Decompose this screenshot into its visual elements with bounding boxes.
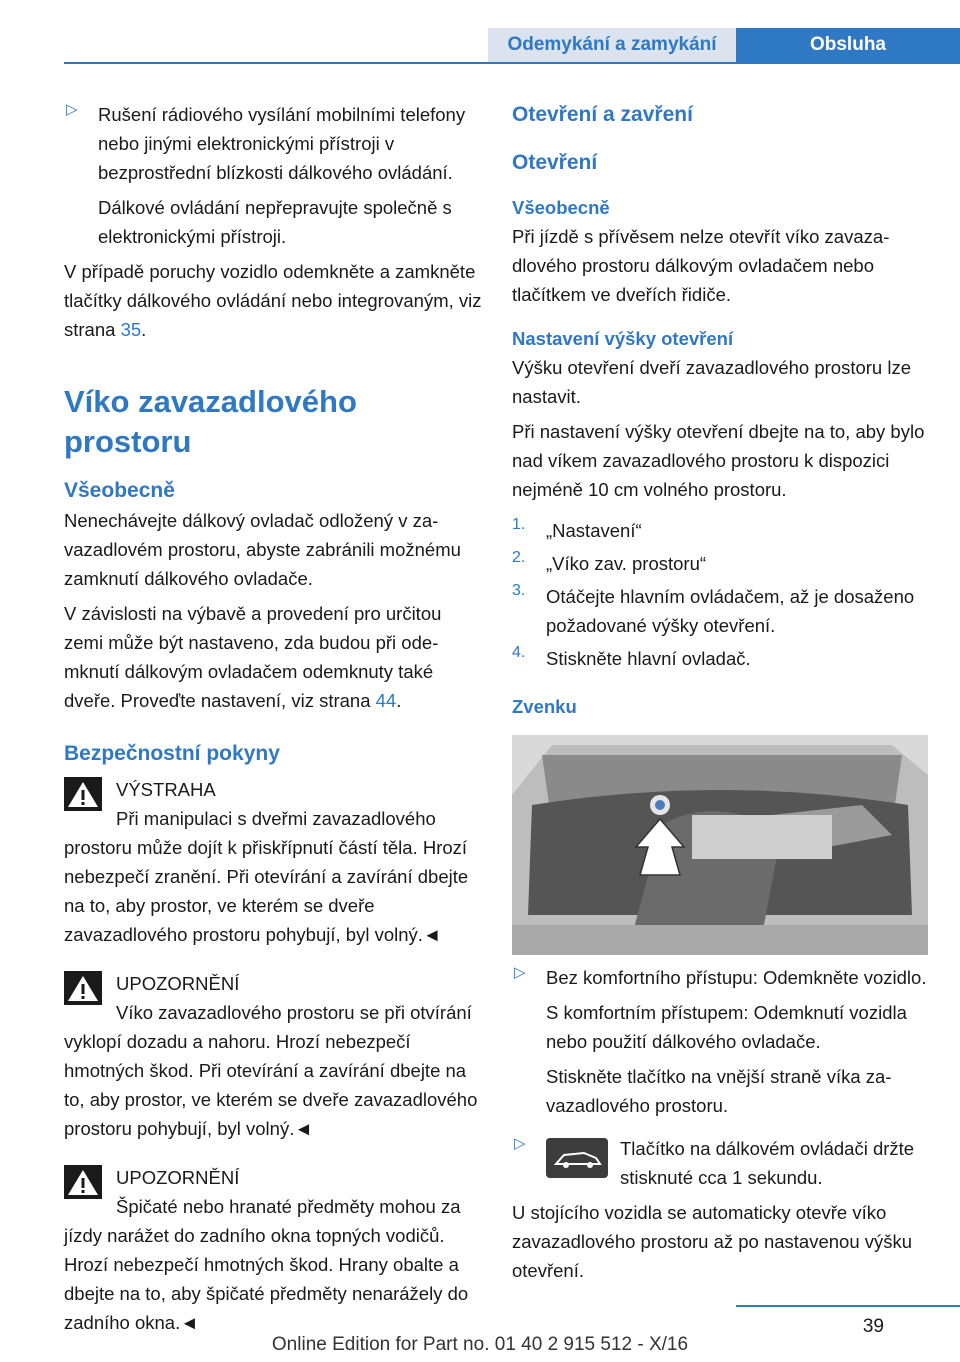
footer-edition: Online Edition for Part no. 01 40 2 915 512 - X/16 — [271, 1334, 689, 1355]
heading-opening-height: Nastavení výšky otevření — [512, 328, 734, 349]
caution-block — [64, 969, 484, 1143]
heading-outside: Zvenku — [512, 696, 577, 717]
bullet-triangle-icon: ▷ — [514, 964, 526, 981]
list-item — [512, 516, 932, 545]
paragraph: V případě poruchy vozidlo odemkněte a zamkněte tlačítky dálkového ovládání nebo integrovaným, viz strana 35. — [64, 261, 482, 340]
list-item — [512, 549, 932, 578]
step-text: Stiskněte hlavní ovladač. — [546, 648, 751, 669]
left-column — [64, 100, 484, 1337]
bullet-radio-interference — [64, 100, 484, 251]
warning-title: VÝSTRAHA — [116, 779, 216, 800]
heading-open-close: Otevření a zavření — [512, 103, 693, 126]
paragraph: U stojícího vozidla se automaticky otevře víko zavazadlového prostoru až po nastavenou výšku otevření. — [512, 1202, 913, 1281]
step-text: Otáčejte hlavním ovládačem, až je dosaženo požadované výšky otevření. — [546, 586, 915, 636]
list-item — [512, 582, 932, 640]
step-text: „Nastavení“ — [546, 520, 642, 541]
step-number: 1. — [512, 516, 526, 533]
heading-general: Všeobecně — [512, 197, 610, 218]
caution-text: Víko zavazadlového prostoru se při otvírání vyklopí dozadu a nahoru. Hrozí nebezpečí hmotných škod. Při otevírání a zavírání dbejte na to, aby prostor, ve kterém se dveře zavazadlového prostoru pohybují, byl volný.◄ — [64, 1002, 478, 1139]
warning-icon — [64, 971, 102, 1005]
paragraph: Při nastavení výšky otevření dbejte na to, aby bylo nad víkem zavazadlového prostoru k dispozici nejméně 10 cm volného prostoru. — [512, 421, 925, 500]
steps-list — [512, 516, 932, 673]
page-number: 39 — [862, 1316, 884, 1337]
header-chapter-tab: Obsluha — [736, 28, 960, 62]
tailgate-key-icon — [546, 1138, 608, 1178]
right-column — [512, 100, 932, 1285]
paragraph: Při jízdě s přívěsem nelze otevřít víko zavazadlového prostoru dálkovým ovladačem nebo tlačítkem ve dveřích řidiče. — [512, 226, 890, 305]
subheading-safety: Bezpečnostní pokyny — [64, 742, 280, 765]
bullet-text: S komfortním přístupem: Odemknutí vozidla nebo použití dálkového ovladače. — [546, 1002, 907, 1052]
step-text: „Víko zav. prostoru“ — [546, 553, 707, 574]
key-instruction: Tlačítko na dálkovém ovládači držte stisknuté cca 1 sekundu. — [620, 1138, 915, 1188]
bullet-text: Rušení rádiového vysílání mobilními telefony nebo jinými elektronickými přístroji v bezprostřední blízkosti dálkového ovládání. — [98, 104, 466, 183]
page-link[interactable]: 44 — [375, 690, 397, 711]
page-link[interactable]: 35 — [120, 319, 142, 340]
bullet-opening-outside — [512, 963, 932, 1120]
heading-open: Otevření — [512, 151, 598, 174]
footer-rule — [736, 1305, 960, 1307]
bullet-triangle-icon: ▷ — [514, 1135, 526, 1152]
list-item — [512, 644, 932, 673]
tailgate-photo — [512, 735, 928, 955]
bullet-text: Bez komfortního přístupu: Odemkněte vozidlo. — [546, 967, 927, 988]
paragraph: Nenechávejte dálkový ovladač odložený v zavazadlovém prostoru, abyste zabránili možnému zamknutí dálkového ovladače. — [64, 510, 461, 589]
remote-key-row — [512, 1134, 932, 1192]
step-number: 2. — [512, 549, 526, 566]
header-rule — [64, 62, 960, 64]
header-section-tab: Odemykání a zamykání — [488, 28, 736, 62]
bullet-text: Stiskněte tlačítko na vnější straně víka zavazadlového prostoru. — [546, 1066, 892, 1116]
warning-icon — [64, 777, 102, 811]
step-number: 4. — [512, 644, 526, 661]
warning-block — [64, 775, 484, 949]
step-number: 3. — [512, 582, 526, 599]
bullet-triangle-icon: ▷ — [66, 101, 78, 118]
warning-icon — [64, 1165, 102, 1199]
caution-text: Špičaté nebo hranaté předměty mohou za jízdy narážet do zadního okna topných vodičů. Hrozí nebezpečí hmotných škod. Hrany obalte a dbejte na to, aby špičaté předměty nenarážely do zadního okna.◄ — [64, 1196, 469, 1333]
section-title: Víko zavazadlového prostoru — [64, 384, 357, 459]
bullet-text: Dálkové ovládání nepřepravujte společně s elektronickými přístroji. — [98, 197, 452, 247]
caution-title: UPOZORNĚNÍ — [116, 1167, 240, 1188]
subheading-general: Všeobecně — [64, 479, 175, 502]
warning-text: Při manipulaci s dveřmi zavazadlového prostoru může dojít k přiskřípnutí částí těla. Hrozí nebezpečí zranění. Při otevírání a zavírání dbejte na to, aby prostor, ve kterém se dveře zavazadlového prostoru pohybují, byl volný.◄ — [64, 808, 469, 945]
caution-title: UPOZORNĚNÍ — [116, 973, 240, 994]
paragraph: Výšku otevření dveří zavazadlového prostoru lze nastavit. — [512, 357, 911, 407]
caution-block — [64, 1163, 484, 1337]
paragraph: V závislosti na výbavě a provedení pro určitou zemi může být nastaveno, zda budou při odemknutí dálkovým ovladačem odemknuty také dveře. Proveďte nastavení, viz strana 44. — [64, 603, 442, 711]
